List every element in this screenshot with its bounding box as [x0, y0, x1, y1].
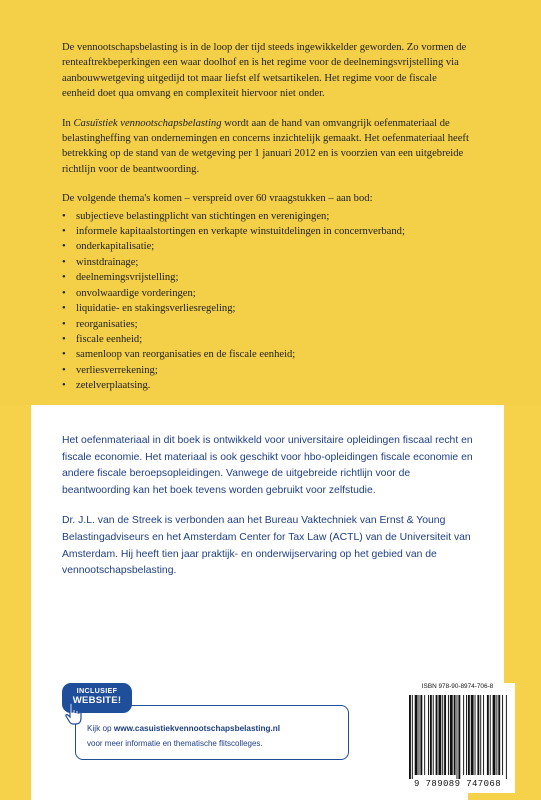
list-item: • informele kapitaalstortingen en verkapte winstuitdelingen in concernverband;: [62, 224, 472, 239]
barcode-bar: [498, 695, 500, 775]
barcode-bar: [442, 695, 443, 775]
book-title: Casuïstiek vennootschapsbelasting: [73, 117, 222, 129]
badge-line-2: WEBSITE!: [72, 695, 122, 706]
barcode-bar: [450, 695, 453, 775]
barcode-bar: [477, 695, 479, 775]
barcode-bar: [438, 695, 441, 775]
themes-intro: De volgende thema's komen – verspreid over 60 vraagstukken – aan bod:: [62, 193, 373, 205]
website-kijk-text: Kijk op: [87, 724, 114, 733]
list-item: • onderkapitalisatie;: [62, 239, 472, 254]
website-url[interactable]: www.casuistiekvennootschapsbelasting.nl: [113, 724, 281, 733]
barcode-bar: [444, 695, 446, 775]
barcode-bar: [415, 695, 418, 775]
badge-line-1: INCLUSIEF: [76, 686, 118, 695]
barcode-bar: [430, 695, 432, 775]
list-item: • zetelverplaatsing.: [62, 378, 472, 393]
barcode-bar: [420, 695, 422, 775]
barcode-bar: [433, 695, 434, 775]
themes-list: [62, 209, 472, 394]
barcode-bar: [466, 695, 467, 775]
list-item: • liquidatie- en stakingsverliesregeling;: [62, 301, 472, 316]
barcode-bar: [487, 695, 489, 775]
barcode-bar: [463, 695, 464, 775]
list-item: • winstdrainage;: [62, 255, 472, 270]
barcode-number: 9 789089 747068: [413, 779, 501, 789]
audience-paragraph: Het oefenmateriaal in dit boek is ontwikkeld voor universitaire opleidingen fiscaal recht en fiscale economie. Het materiaal is ook geschikt voor hbo-opleidingen fiscale economie en andere fiscale beroepsopleidingen. Vanwege de uitgebreide richtlijn voor de beantwoording kan het boek tevens worden gebruikt voor zelfstudie.: [62, 435, 473, 496]
website-box: [75, 705, 349, 760]
barcode-bar: [480, 695, 481, 775]
hand-cursor-icon: [64, 702, 82, 726]
barcode-bar: [412, 695, 413, 779]
isbn-label: ISBN 978-90-8974-706-8: [421, 683, 494, 690]
barcode-bar: [436, 695, 438, 775]
barcode-bar: [428, 695, 429, 775]
list-item: • samenloop van reorganisaties en de fiscale eenheid;: [62, 347, 472, 362]
description-paragraph: [62, 116, 472, 178]
barcode-bar: [506, 695, 507, 779]
barcode-bar: [502, 695, 503, 775]
description-rest: wordt aan de hand van omvangrijk oefenmateriaal de belastingheffing van ondernemingen en concerns inzichtelijk gemaakt. Het oefenmateriaal heeft betrekking op de stand van de wetgeving per 1 januari 2012 en is voorzien van een uitgebreide richtlijn voor de beantwoording.: [62, 117, 469, 175]
barcode-bar: [448, 695, 449, 775]
list-item: • reorganisaties;: [62, 317, 472, 332]
list-item: • onvolwaardige vorderingen;: [62, 286, 472, 301]
panel-text-block: [62, 433, 474, 580]
barcode-bar: [475, 695, 476, 775]
barcode-bar: [496, 695, 497, 775]
barcode-bar: [471, 695, 474, 775]
list-item: • verliesverrekening;: [62, 363, 472, 378]
top-text-block: [62, 40, 472, 394]
list-item: • deelnemingsvrijstelling;: [62, 270, 472, 285]
author-paragraph: Dr. J.L. van de Streek is verbonden aan het Bureau Vaktechniek van Ernst & Young Belastingadviseurs en het Amsterdam Center for Tax Law (ACTL) van de Universiteit van Amsterdam. Hij heeft tien jaar praktijk- en onderwijservaring op het gebied van de vennootschapsbelasting.: [62, 515, 471, 577]
isbn-barcode-block: [400, 683, 515, 793]
barcode-bar: [483, 695, 484, 775]
website-line: [87, 724, 280, 733]
barcode-bar: [419, 695, 420, 775]
barcode-bar: [409, 695, 411, 779]
barcode-bar: [458, 695, 460, 779]
barcode-bar: [424, 695, 425, 775]
website-description: voor meer informatie en thematische flitscolleges.: [87, 739, 263, 748]
description-prefix: In: [62, 117, 74, 129]
barcode-bar: [454, 695, 456, 775]
barcode-bar: [457, 695, 458, 779]
barcode-bar: [493, 695, 496, 775]
list-item: • fiscale eenheid;: [62, 332, 472, 347]
barcode-bar: [468, 695, 470, 775]
barcode-bar: [490, 695, 491, 775]
list-item: • subjectieve belastingplicht van stichtingen en verenigingen;: [62, 209, 472, 224]
barcode-icon: [407, 695, 508, 779]
intro-paragraph: De vennootschapsbelasting is in de loop der tijd steeds ingewikkelder geworden. Zo vormen de renteaftrekbeperkingen een waar doolhof en is het regime voor de deelnemingsvrijstelling via aanbouwwetgeving uitgedijd tot maar liefst elf wetsartikelen. Het regime voor de fiscale eenheid doet qua omvang en complexiteit hiervoor niet onder.: [62, 42, 467, 100]
